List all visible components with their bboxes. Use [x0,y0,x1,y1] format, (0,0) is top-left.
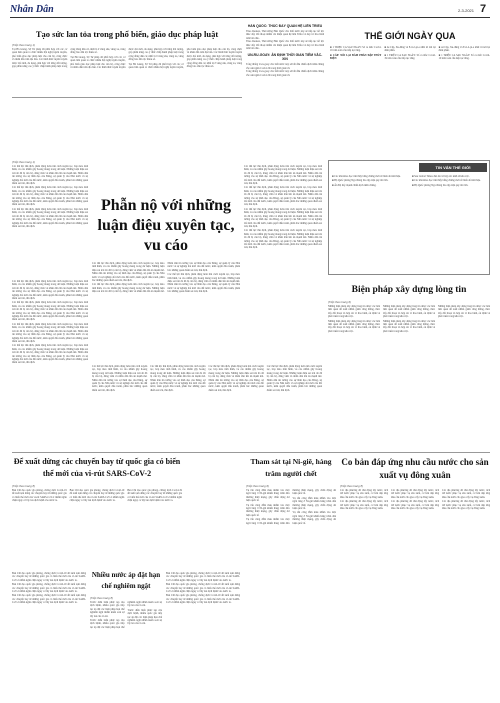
article-2-paragraph: Các thế lực thù địch, phản động luôn tìm cách xuyên tạc, bóp méo tình hình, vu cáo nhằm gây hoang mang trong dư luận. Những luận điệu sai trái đó đã bị cán bộ, đảng viên và nhân dân lên án mạnh mẽ. Nhân dân tin tưởng vào sự lãnh đạo của Đảng, sự quản lý của Nhà nước và sự nghiệp đổi mới của đất nước, kiên quyết đấu tranh, phản bác những quan điểm sai trái, thù địch. [12,280,88,301]
article-9-paragraph: Các địa phương đã chủ động lấy nước, tích trữ nước phục vụ sản xuất, cơ bản đáp ứng nhu cầu nước cho gieo cấy vụ đông xuân. [340,500,388,511]
article-7-body-cont [166,572,240,697]
article-4-body [330,46,490,156]
article-9-paragraph: Các địa phương đã chủ động lấy nước, tích trữ nước phục vụ sản xuất, cơ bản đáp ứng nhu cầu nước cho gieo cấy vụ đông xuân. [391,500,439,511]
article-2-paragraph: Các thế lực thù địch, phản động luôn tìm cách xuyên tạc, bóp méo tình hình, vu cáo nhằm gây hoang mang trong dư luận. Những luận điệu sai trái đó đã bị cán bộ, đảng viên và nhân dân lên án mạnh mẽ. Nhân dân tin tưởng vào sự lãnh đạo của Đảng, sự quản lý của Nhà nước và sự nghiệp đổi mới của đất nước, kiên quyết đấu tranh, phản bác những quan điểm sai trái, thù địch. [244,207,322,228]
article-6-body [328,305,490,450]
article-2-text-5 [244,165,322,360]
world-brief-banner: TIN VẮN THẾ GIỚI [419,163,487,172]
article-10-paragraph: Trước diễn biến phức tạp của dịch bệnh, nhiều quốc gia tiếp tục áp đặt các biện pháp hạn chế nghiêm ngặt nhằm kiểm soát sự lây lan của vi-rút. [90,601,125,618]
article-2-paragraph: Các thế lực thù địch, phản động luôn tìm cách xuyên tạc, bóp méo tình hình, vu cáo nhằm gây hoang mang trong dư luận. Những luận điệu sai trái đó đã bị cán bộ, đảng viên và nhân dân lên án mạnh mẽ. Nhân dân tin tưởng vào sự lãnh đạo của Đảng, sự quản lý của Nhà nước và sự nghiệp đổi mới của đất nước, kiên quyết đấu tranh, phản bác những quan điểm sai trái, thù địch. [12,301,88,322]
article-7-paragraph: Ban Chỉ đạo quốc gia phòng, chống dịch Covid-19 đề xuất tạm dừng các chuyến bay từ những quốc gia có biến thể mới của vi-rút SARS-CoV-2 nhằm ngăn chặn nguy cơ lây lan dịch bệnh vào nước ta. [12,572,86,582]
article-2-paragraph: Các thế lực thù địch, phản động luôn tìm cách xuyên tạc, bóp méo tình hình, vu cáo nhằm gây hoang mang trong dư luận. Những luận điệu sai trái đó đã bị cán bộ, đảng viên và nhân dân lên án mạnh mẽ. Nhân dân tin tưởng vào sự lãnh đạo của Đảng, sự quản lý của Nhà nước và sự nghiệp đổi mới của đất nước, kiên quyết đấu tranh, phản bác những quan điểm sai trái, thù địch. [92,365,148,392]
article-2-paragraph: Các thế lực thù địch, phản động luôn tìm cách xuyên tạc, bóp méo tình hình, vu cáo nhằm gây hoang mang trong dư luận. Những luận điệu sai trái đó đã bị cán bộ, đảng viên và nhân dân lên án mạnh mẽ. Nhân dân tin tưởng vào sự lãnh đạo của Đảng, sự quản lý của Nhà nước và sự nghiệp đổi mới của đất nước, kiên quyết đấu tranh, phản bác những quan điểm sai trái, thù địch. [12,344,88,365]
article-1-paragraph: Tại Hà Giang, Sở Tư pháp đã phối hợp với các cơ quan liên quan tổ chức nhiều hội nghị tuyên truyền, phổ biến giáo dục pháp luật cho cán bộ, công chức và nhân dân trên địa bàn. Các hình thức tuyên truyền được đổi mới, đa dạng, phù hợp với từng đối tượng, góp phần nâng cao ý thức chấp hành pháp luật trong cộng đồng dân cư, nhất là ở vùng sâu, vùng xa, vùng đồng bào dân tộc thiểu số. [70,48,184,70]
article-2-paragraph: Các thế lực thù địch, phản động luôn tìm cách xuyên tạc, bóp méo tình hình, vu cáo nhằm gây hoang mang trong dư luận. Những luận điệu sai trái đó đã bị cán bộ, đảng viên và nhân dân lên án mạnh mẽ. Nhân dân tin tưởng vào sự lãnh đạo của Đảng, sự quản lý của Nhà nước và sự nghiệp đổi mới của đất nước, kiên quyết đấu tranh, phản bác những quan điểm sai trái, thù địch. [244,186,322,207]
article-2-left-text [12,165,88,277]
world-brief-list [332,175,488,273]
article-8-paragraph: Vụ tấn công đẫm máu nhằm vào một ngôi làng ở Ni-giê khiến hàng trăm dân thường thiệt mạng, gây chấn động dư luận quốc tế. [292,511,336,525]
article-4-item: ■ 1 TRIỆU CA SAU NGÀY: Số ca mắc Covid-19 trên toàn cầu tiếp tục tăng. [438,53,490,61]
article-6-paragraph: Những biện pháp xây dựng lòng tin được các bên liên quan đề xuất nhằm giảm căng thẳng, thúc đẩy đối thoại và hợp tác vì hòa bình, ổn định và phát triển trong khu vực. [438,305,490,319]
article-7-paragraph: Ban Chỉ đạo quốc gia phòng, chống dịch Covid-19 đề xuất tạm dừng các chuyến bay từ những quốc gia có biến thể mới của vi-rút SARS-CoV-2 nhằm ngăn chặn nguy cơ lây lan dịch bệnh vào nước ta. [12,594,86,605]
article-4-item: ■ Ai Cập, Xu-đăng và Ê-ti-ô-pi-a nhất trí nối lại đàm phán. [438,46,490,53]
article-4-item: ■ 1 TRIỆU CA SAU NGÀY: Số ca mắc Covid-19 trên toàn cầu tiếp tục tăng. [330,46,382,53]
article-2-paragraph: Các thế lực thù địch, phản động luôn tìm cách xuyên tạc, bóp méo tình hình, vu cáo nhằm gây hoang mang trong dư luận. Những luận điệu sai trái đó đã bị cán bộ, đảng viên và nhân dân lên án mạnh mẽ. Nhân dân tin tưởng vào sự lãnh đạo của Đảng, sự quản lý của Nhà nước và sự nghiệp đổi mới của đất nước, kiên quyết đấu tranh, phản bác những quan điểm sai trái, thù địch. [167,273,240,294]
article-2-paragraph: Các thế lực thù địch, phản động luôn tìm cách xuyên tạc, bóp méo tình hình, vu cáo nhằm gây hoang mang trong dư luận. Những luận điệu sai trái đó đã bị cán bộ, đảng viên và nhân dân lên án mạnh mẽ. Nhân dân tin tưởng vào sự lãnh đạo của Đảng, sự quản lý của Nhà nước và sự nghiệp đổi mới của đất nước, kiên quyết đấu tranh, phản bác những quan điểm sai trái, thù địch. [150,365,206,392]
article-7-paragraph: Ban Chỉ đạo quốc gia phòng, chống dịch Covid-19 đề xuất tạm dừng các chuyến bay từ những quốc gia có biến thể mới của vi-rút SARS-CoV-2 nhằm ngăn chặn nguy cơ lây lan dịch bệnh vào nước ta. [12,583,86,594]
article-1-body [12,48,242,94]
article-6-paragraph: Những biện pháp xây dựng lòng tin được các bên liên quan đề xuất nhằm giảm căng thẳng, thúc đẩy đối thoại và hợp tác vì hòa bình, ổn định và phát triển trong khu vực. [383,319,435,333]
article-7-body-cont [12,572,86,697]
article-2-paragraph: Các thế lực thù địch, phản động luôn tìm cách xuyên tạc, bóp méo tình hình, vu cáo nhằm gây hoang mang trong dư luận. Những luận điệu sai trái đó đã bị cán bộ, đảng viên và nhân dân lên án mạnh mẽ. Nhân dân tin tưởng vào sự lãnh đạo của Đảng, sự quản lý của Nhà nước và sự nghiệp đổi mới của đất nước, kiên quyết đấu tranh, phản bác những quan điểm sai trái, thù địch. [12,165,88,186]
article-9-body [340,489,490,697]
article-2-text-4 [92,365,322,450]
article-10-tag: (Tiếp theo trang 8) [90,596,113,600]
world-brief-item: ■ Các nhà khoa học tìm thấy bằng chứng mới về biến đổi khí hậu. [412,179,481,183]
article-10-paragraph: Trước diễn biến phức tạp của dịch bệnh, nhiều quốc gia tiếp tục áp đặt các biện pháp hạn chế nghiêm ngặt nhằm kiểm soát sự lây lan của vi-rút. [127,608,162,626]
page-date: 2-3-2021 [457,8,474,13]
article-7-tag: (Tiếp theo trang 8) [12,484,35,488]
article-9-paragraph: Các địa phương đã chủ động lấy nước, tích trữ nước phục vụ sản xuất, cơ bản đáp ứng nhu cầu nước cho gieo cấy vụ đông xuân. [442,489,490,499]
article-4-item: ■ CÁP: NỖI LẠI ĐÀM PHÁN ĐẬP THỦY ĐIỆN [330,53,382,61]
world-brief-item: ■ Sau Global Times đưa tin về hợp tác kinh tế khu vực. [412,175,470,178]
article-8-tag: (Tiếp theo trang 6) [246,484,269,488]
article-2-paragraph: Các thế lực thù địch, phản động luôn tìm cách xuyên tạc, bóp méo tình hình, vu cáo nhằm gây hoang mang trong dư luận. Những luận điệu sai trái đó đã bị cán bộ, đảng viên và nhân dân lên án mạnh mẽ. Nhân dân tin tưởng vào sự lãnh đạo của Đảng, sự quản lý của Nhà nước và sự nghiệp đổi mới của đất nước, kiên quyết đấu tranh, phản bác những quan điểm sai trái, thù địch. [92,262,165,283]
article-9-paragraph: Các địa phương đã chủ động lấy nước, tích trữ nước phục vụ sản xuất, cơ bản đáp ứng nhu cầu nước cho gieo cấy vụ đông xuân. [340,489,388,499]
article-7-paragraph: Ban Chỉ đạo quốc gia phòng, chống dịch Covid-19 đề xuất tạm dừng các chuyến bay từ những quốc gia có biến thể mới của vi-rút SARS-CoV-2 nhằm ngăn chặn nguy cơ lây lan dịch bệnh vào nước ta. [166,594,240,605]
article-7-title: Để xuất dừng các chuyến bay từ quốc gia có biến thể mới của vi-rút SARS-CoV-2 [13,457,181,478]
article-3-column [246,24,324,157]
article-6-tag: (Tiếp theo trang 6) [328,300,351,304]
article-4-item: ■ 1 TRIỆU CA SAU NGÀY: Số ca mắc Covid-19 trên toàn cầu tiếp tục tăng. [384,53,436,61]
article-10-paragraph: Trước diễn biến phức tạp của dịch bệnh, nhiều quốc gia tiếp tục áp đặt các biện pháp hạn chế nghiêm ngặt nhằm kiểm soát sự lây lan của vi-rút. [90,601,162,629]
article-2-paragraph: Các thế lực thù địch, phản động luôn tìm cách xuyên tạc, bóp méo tình hình, vu cáo nhằm gây hoang mang trong dư luận. Những luận điệu sai trái đó đã bị cán bộ, đảng viên và nhân dân lên án mạnh mẽ. Nhân dân tin tưởng vào sự lãnh đạo của Đảng, sự quản lý của Nhà nước và sự nghiệp đổi mới của đất nước, kiên quyết đấu tranh, phản bác những quan điểm sai trái, thù địch. [266,365,322,392]
article-8-title: Tham sát tại Ni-giê, hàng trăm người chết [250,457,332,478]
article-2-text-2 [92,262,240,362]
world-brief-item: ■ Ấn Độ đẩy mạnh chiến dịch tiêm chủng. [332,183,377,187]
article-2-text-3 [12,280,88,450]
divider [12,452,490,453]
article-3-kicker-2: UN-RU-GOAY: ÂN ĐỊNH THỜI GIAN TIÊM VẮC-XIN [247,53,323,62]
masthead: Nhân Dân [10,4,54,15]
world-brief-item: ■ Bộ Quốc phòng Nga thông báo tập trận quy mô lớn. [332,179,389,183]
article-4-title: THẾ GIỚI NGÀY QUA [364,31,456,41]
article-3-body: Theo Reuters, Thủ tướng Hàn Quốc cho biết nước này sẽ tiếp tục nỗ lực thúc đẩy đối thoại nhằm cải thiện quan hệ liên Triều và duy trì hòa bình trên bán đảo. [246,40,324,51]
article-7-paragraph: Ban Chỉ đạo quốc gia phòng, chống dịch Covid-19 đề xuất tạm dừng các chuyến bay từ những quốc gia có biến thể mới của vi-rút SARS-CoV-2 nhằm ngăn chặn nguy cơ lây lan dịch bệnh vào nước ta. [69,489,125,503]
article-7-body [12,489,182,569]
article-8-paragraph: Vụ tấn công đẫm máu nhằm vào một ngôi làng ở Ni-giê khiến hàng trăm dân thường thiệt mạng, gây chấn động dư luận quốc tế. [246,489,290,503]
article-8-paragraph: Vụ tấn công đẫm máu nhằm vào một ngôi làng ở Ni-giê khiến hàng trăm dân thường thiệt mạng, gây chấn động dư luận quốc tế. [246,503,290,517]
article-10-title: Nhiều nước áp đặt hạn chế nghiêm ngặt [91,571,161,590]
article-8-paragraph: Vụ tấn công đẫm máu nhằm vào một ngôi làng ở Ni-giê khiến hàng trăm dân thường thiệt mạng, gây chấn động dư luận quốc tế. [246,489,336,525]
article-1-tag: (Tiếp theo trang 1) [12,43,35,47]
article-9-paragraph: Các địa phương đã chủ động lấy nước, tích trữ nước phục vụ sản xuất, cơ bản đáp ứng nhu cầu nước cho gieo cấy vụ đông xuân. [442,500,490,511]
header-rule [10,17,490,18]
world-brief-item: ■ Các nhà khoa học tìm thấy bằng chứng mới về biến đổi khí hậu. [332,175,401,178]
article-8-body [246,489,336,697]
article-7-paragraph: Ban Chỉ đạo quốc gia phòng, chống dịch Covid-19 đề xuất tạm dừng các chuyến bay từ những quốc gia có biến thể mới của vi-rút SARS-CoV-2 nhằm ngăn chặn nguy cơ lây lan dịch bệnh vào nước ta. [166,583,240,594]
article-3-kicker: HÀN QUỐC: THÚC ĐẨY QUAN HỆ LIÊN TRIỀU [247,24,323,28]
article-9-tag: (Tiếp theo trang 8) [340,484,363,488]
article-8-paragraph: Vụ tấn công đẫm máu nhằm vào một ngôi làng ở Ni-giê khiến hàng trăm dân thường thiệt mạng, gây chấn động dư luận quốc tế. [292,496,336,511]
article-1-title: Tạo sức lan tỏa trong phổ biến, giáo dục pháp luật [35,29,219,39]
article-3-body-2: Tổng thống U-ru-goay cho biết nước này sẽ bắt đầu chiến dịch tiêm chủng vắc-xin ngừa Covid-19 trong thời gian tới. [246,70,324,77]
article-1-paragraph: Tại Hà Giang, Sở Tư pháp đã phối hợp với các cơ quan liên quan tổ chức nhiều hội nghị tuyên truyền, phổ biến giáo dục pháp luật cho cán bộ, công chức và nhân dân trên địa bàn. Các hình thức tuyên truyền được đổi mới, đa dạng, phù hợp với từng đối tượng, góp phần nâng cao ý thức chấp hành pháp luật trong cộng đồng dân cư, nhất là ở vùng sâu, vùng xa, vùng đồng bào dân tộc thiểu số. [128,48,242,70]
article-4-item: ■ Ai Cập, Xu-đăng và Ê-ti-ô-pi-a nhất trí nối lại đàm phán. [384,46,436,53]
article-2-paragraph: Các thế lực thù địch, phản động luôn tìm cách xuyên tạc, bóp méo tình hình, vu cáo nhằm gây hoang mang trong dư luận. Những luận điệu sai trái đó đã bị cán bộ, đảng viên và nhân dân lên án mạnh mẽ. Nhân dân tin tưởng vào sự lãnh đạo của Đảng, sự quản lý của Nhà nước và sự nghiệp đổi mới của đất nước, kiên quyết đấu tranh, phản bác những quan điểm sai trái, thù địch. [12,186,88,207]
article-9-title: Co bản đáp ứng nhu cầu nước cho sản xuất vụ đông xuân [341,457,489,480]
article-2-paragraph: Các thế lực thù địch, phản động luôn tìm cách xuyên tạc, bóp méo tình hình, vu cáo nhằm gây hoang mang trong dư luận. Những luận điệu sai trái đó đã bị cán bộ, đảng viên và nhân dân lên án mạnh mẽ. Nhân dân tin tưởng vào sự lãnh đạo của Đảng, sự quản lý của Nhà nước và sự nghiệp đổi mới của đất nước, kiên quyết đấu tranh, phản bác những quan điểm sai trái, thù địch. [244,165,322,186]
article-10-body [90,601,162,697]
article-6-paragraph: Những biện pháp xây dựng lòng tin được các bên liên quan đề xuất nhằm giảm căng thẳng, thúc đẩy đối thoại và hợp tác vì hòa bình, ổn định và phát triển trong khu vực. [383,305,435,319]
article-6-paragraph: Những biện pháp xây dựng lòng tin được các bên liên quan đề xuất nhằm giảm căng thẳng, thúc đẩy đối thoại và hợp tác vì hòa bình, ổn định và phát triển trong khu vực. [328,319,380,333]
article-7-paragraph: Ban Chỉ đạo quốc gia phòng, chống dịch Covid-19 đề xuất tạm dừng các chuyến bay từ những quốc gia có biến thể mới của vi-rút SARS-CoV-2 nhằm ngăn chặn nguy cơ lây lan dịch bệnh vào nước ta. [12,489,67,503]
article-1-paragraph: Tại Hà Giang, Sở Tư pháp đã phối hợp với các cơ quan liên quan tổ chức nhiều hội nghị tuyên truyền, phổ biến giáo dục pháp luật cho cán bộ, công chức và nhân dân trên địa bàn. Các hình thức tuyên truyền được đổi mới, đa dạng, phù hợp với từng đối tượng, góp phần nâng cao ý thức chấp hành pháp luật trong cộng đồng dân cư, nhất là ở vùng sâu, vùng xa, vùng đồng bào dân tộc thiểu số. [12,48,126,69]
page-number: 7 [479,3,487,15]
world-brief-box [328,160,490,275]
article-2-paragraph: Các thế lực thù địch, phản động luôn tìm cách xuyên tạc, bóp méo tình hình, vu cáo nhằm gây hoang mang trong dư luận. Những luận điệu sai trái đó đã bị cán bộ, đảng viên và nhân dân lên án mạnh mẽ. Nhân dân tin tưởng vào sự lãnh đạo của Đảng, sự quản lý của Nhà nước và sự nghiệp đổi mới của đất nước, kiên quyết đấu tranh, phản bác những quan điểm sai trái, thù địch. [244,229,322,250]
article-2-title: Phẫn nộ với những luận điệu xuyên tạc, vu cáo [97,197,235,254]
world-brief-item: ■ Bộ Quốc phòng Nga thông báo tập trận quy mô lớn. [412,183,469,187]
article-6-title: Biện pháp xây dựng lòng tin [351,285,467,295]
article-6-paragraph: Những biện pháp xây dựng lòng tin được các bên liên quan đề xuất nhằm giảm căng thẳng, thúc đẩy đối thoại và hợp tác vì hòa bình, ổn định và phát triển trong khu vực. [328,305,380,319]
article-2-paragraph: Các thế lực thù địch, phản động luôn tìm cách xuyên tạc, bóp méo tình hình, vu cáo nhằm gây hoang mang trong dư luận. Những luận điệu sai trái đó đã bị cán bộ, đảng viên và nhân dân lên án mạnh mẽ. Nhân dân tin tưởng vào sự lãnh đạo của Đảng, sự quản lý của Nhà nước và sự nghiệp đổi mới của đất nước, kiên quyết đấu tranh, phản bác những quan điểm sai trái, thù địch. [208,365,264,392]
article-3-body: Theo Reuters, Thủ tướng Hàn Quốc cho biết nước này sẽ tiếp tục nỗ lực thúc đẩy đối thoại nhằm cải thiện quan hệ liên Triều và duy trì hòa bình trên bán đảo. [246,30,324,40]
divider [12,97,242,98]
article-9-paragraph: Các địa phương đã chủ động lấy nước, tích trữ nước phục vụ sản xuất, cơ bản đáp ứng nhu cầu nước cho gieo cấy vụ đông xuân. [391,489,439,499]
article-7-paragraph: Ban Chỉ đạo quốc gia phòng, chống dịch Covid-19 đề xuất tạm dừng các chuyến bay từ những quốc gia có biến thể mới của vi-rút SARS-CoV-2 nhằm ngăn chặn nguy cơ lây lan dịch bệnh vào nước ta. [127,489,182,503]
article-3-body-2: Tổng thống U-ru-goay cho biết nước này sẽ bắt đầu chiến dịch tiêm chủng vắc-xin ngừa Covid-19 trong thời gian tới. [246,63,324,70]
article-7-paragraph: Ban Chỉ đạo quốc gia phòng, chống dịch Covid-19 đề xuất tạm dừng các chuyến bay từ những quốc gia có biến thể mới của vi-rút SARS-CoV-2 nhằm ngăn chặn nguy cơ lây lan dịch bệnh vào nước ta. [166,572,240,582]
article-2-paragraph: Các thế lực thù địch, phản động luôn tìm cách xuyên tạc, bóp méo tình hình, vu cáo nhằm gây hoang mang trong dư luận. Những luận điệu sai trái đó đã bị cán bộ, đảng viên và nhân dân lên án mạnh mẽ. Nhân dân tin tưởng vào sự lãnh đạo của Đảng, sự quản lý của Nhà nước và sự nghiệp đổi mới của đất nước, kiên quyết đấu tranh, phản bác những quan điểm sai trái, thù địch. [92,262,240,294]
article-2-tag: (Tiếp theo trang 1) [12,160,35,164]
article-2-paragraph: Các thế lực thù địch, phản động luôn tìm cách xuyên tạc, bóp méo tình hình, vu cáo nhằm gây hoang mang trong dư luận. Những luận điệu sai trái đó đã bị cán bộ, đảng viên và nhân dân lên án mạnh mẽ. Nhân dân tin tưởng vào sự lãnh đạo của Đảng, sự quản lý của Nhà nước và sự nghiệp đổi mới của đất nước, kiên quyết đấu tranh, phản bác những quan điểm sai trái, thù địch. [12,207,88,228]
article-2-paragraph: Các thế lực thù địch, phản động luôn tìm cách xuyên tạc, bóp méo tình hình, vu cáo nhằm gây hoang mang trong dư luận. Những luận điệu sai trái đó đã bị cán bộ, đảng viên và nhân dân lên án mạnh mẽ. Nhân dân tin tưởng vào sự lãnh đạo của Đảng, sự quản lý của Nhà nước và sự nghiệp đổi mới của đất nước, kiên quyết đấu tranh, phản bác những quan điểm sai trái, thù địch. [12,322,88,343]
